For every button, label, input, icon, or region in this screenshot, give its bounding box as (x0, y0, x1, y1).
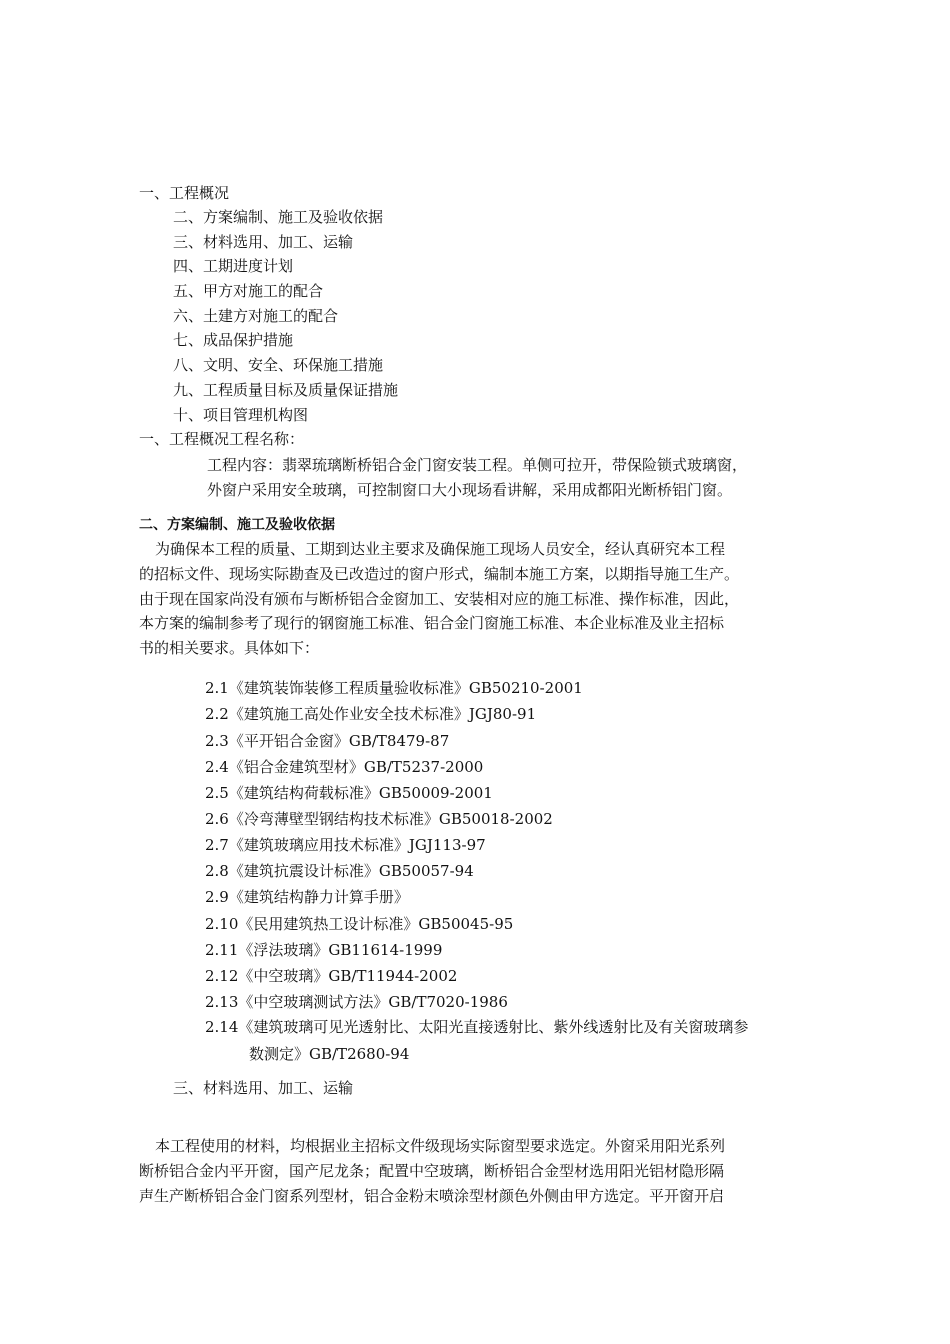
standard-item-continuation: 数测定》GB/T2680-94 (249, 1045, 410, 1063)
standard-item: 2.7《建筑玻璃应用技术标准》JGJ113-97 (205, 836, 486, 854)
section3-heading: 三、材料选用、加工、运输 (173, 1079, 354, 1097)
section1-content-line2: 外窗户采用安全玻璃，可控制窗口大小现场看讲解，采用成都阳光断桥铝门窗。 (207, 481, 733, 499)
section1-content-line1: 工程内容：翡翠琉璃断桥铝合金门窗安装工程。单侧可拉开，带保险锁式玻璃窗， (207, 456, 748, 474)
toc-item-1: 一、工程概况 (139, 184, 230, 202)
section1-heading: 一、工程概况工程名称： (139, 430, 305, 448)
section2-intro-line4: 本方案的编制参考了现行的钢窗施工标准、铝合金门窗施工标准、本企业标准及业主招标 (139, 614, 725, 632)
toc-item-10: 十、项目管理机构图 (173, 406, 309, 424)
toc-item-4: 四、工期进度计划 (173, 257, 294, 275)
standard-item: 2.3《平开铝合金窗》GB/T8479-87 (205, 732, 450, 750)
toc-item-5: 五、甲方对施工的配合 (173, 282, 324, 300)
section2-intro-line3: 由于现在国家尚没有颁布与断桥铝合金窗加工、安装相对应的施工标准、操作标准，因此， (139, 590, 740, 608)
toc-item-3: 三、材料选用、加工、运输 (173, 233, 354, 251)
standard-item: 2.6《冷弯薄壁型钢结构技术标准》GB50018-2002 (205, 810, 553, 828)
standard-item: 2.11《浮法玻璃》GB11614-1999 (205, 941, 443, 959)
standard-item: 2.2《建筑施工高处作业安全技术标准》JGJ80-91 (205, 705, 537, 723)
standard-item: 2.9《建筑结构静力计算手册》 (205, 888, 409, 906)
section3-body-line2: 断桥铝合金内平开窗，国产尼龙条；配置中空玻璃，断桥铝合金型材选用阳光铝材隐形隔 (139, 1162, 725, 1180)
section3-body-line3: 声生产断桥铝合金门窗系列型材，铝合金粉末喷涂型材颜色外侧由甲方选定。平开窗开启 (139, 1187, 725, 1205)
standard-item: 2.5《建筑结构荷载标准》GB50009-2001 (205, 784, 493, 802)
standard-item: 2.4《铝合金建筑型材》GB/T5237-2000 (205, 758, 484, 776)
section3-body-line1: 本工程使用的材料，均根据业主招标文件级现场实际窗型要求选定。外窗采用阳光系列 (155, 1137, 726, 1155)
toc-item-2: 二、方案编制、施工及验收依据 (173, 208, 384, 226)
toc-item-9: 九、工程质量目标及质量保证措施 (173, 381, 399, 399)
toc-item-6: 六、土建方对施工的配合 (173, 307, 339, 325)
section2-heading: 二、方案编制、施工及验收依据 (139, 517, 335, 533)
toc-item-7: 七、成品保护措施 (173, 331, 294, 349)
section2-intro-line5: 书的相关要求。具体如下： (139, 639, 320, 657)
toc-item-8: 八、文明、安全、环保施工措施 (173, 356, 384, 374)
standard-item: 2.8《建筑抗震设计标准》GB50057-94 (205, 862, 474, 880)
standard-item: 2.10《民用建筑热工设计标准》GB50045-95 (205, 915, 514, 933)
standard-item: 2.13《中空玻璃测试方法》GB/T7020-1986 (205, 993, 508, 1011)
standard-item: 2.1《建筑装饰装修工程质量验收标准》GB50210-2001 (205, 679, 583, 697)
standard-item: 2.14《建筑玻璃可见光透射比、太阳光直接透射比、紫外线透射比及有关窗玻璃参 (205, 1018, 749, 1036)
standard-item: 2.12《中空玻璃》GB/T11944-2002 (205, 967, 458, 985)
section2-intro-line2: 的招标文件、现场实际勘查及已改造过的窗户形式，编制本施工方案，以期指导施工生产。 (139, 565, 740, 583)
section2-intro-line1: 为确保本工程的质量、工期到达业主要求及确保施工现场人员安全，经认真研究本工程 (155, 540, 726, 558)
